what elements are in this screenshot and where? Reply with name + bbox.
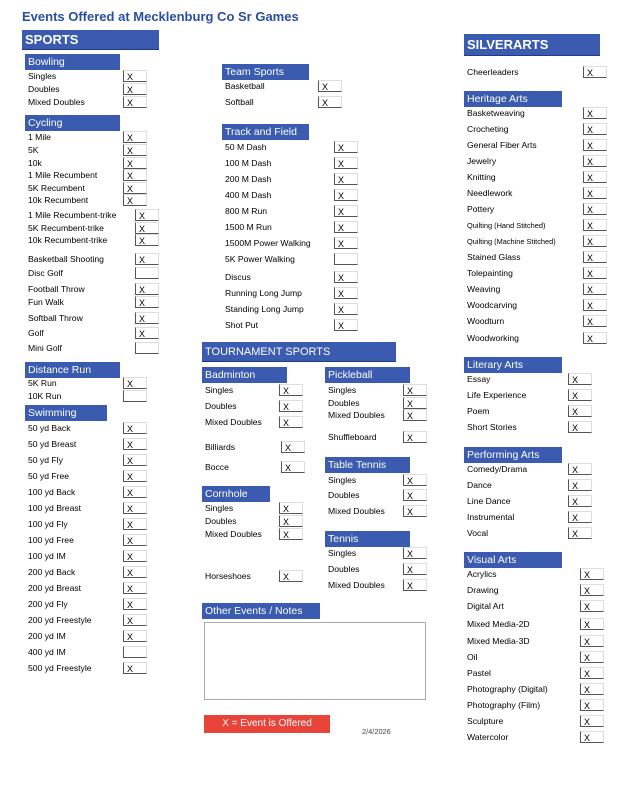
section-header-literary-arts: Literary Arts [464, 357, 562, 373]
event-label: Line Dance [467, 496, 511, 506]
event-checkbox[interactable]: X [583, 219, 607, 231]
section-header-track-and-field: Track and Field [222, 124, 309, 140]
event-label: 10K Run [28, 391, 62, 401]
event-label: 10k [28, 158, 42, 168]
event-label: Needlework [467, 188, 513, 198]
event-checkbox[interactable]: X [580, 699, 604, 711]
event-label: Essay [467, 374, 491, 384]
event-checkbox[interactable]: X [583, 235, 607, 247]
page-title: Events Offered at Mecklenburg Co Sr Games [22, 9, 299, 24]
event-checkbox[interactable]: X [568, 405, 592, 417]
section-header-swimming: Swimming [25, 405, 107, 421]
event-label: Doubles [328, 398, 360, 408]
section-header-bowling: Bowling [25, 54, 120, 70]
event-label: Basketball [225, 81, 265, 91]
event-label: Mixed Doubles [328, 580, 385, 590]
event-label: Poem [467, 406, 490, 416]
event-checkbox[interactable]: X [123, 96, 147, 108]
event-label: 5K Run [28, 378, 57, 388]
event-label: Stained Glass [467, 252, 521, 262]
event-checkbox[interactable]: X [123, 662, 147, 674]
event-checkbox[interactable]: X [123, 377, 147, 389]
event-label: 400 yd IM [28, 647, 66, 657]
event-label: Vocal [467, 528, 489, 538]
event-checkbox[interactable]: X [123, 566, 147, 578]
event-label: Life Experience [467, 390, 527, 400]
event-label: Drawing [467, 585, 499, 595]
event-label: 10k Recumbent-trike [28, 235, 108, 245]
event-label: 5K Recumbent [28, 183, 85, 193]
event-checkbox[interactable]: X [583, 203, 607, 215]
event-checkbox[interactable]: X [123, 131, 147, 143]
event-label: 100 yd Fly [28, 519, 68, 529]
event-checkbox[interactable]: X [135, 283, 159, 295]
event-label: 50 yd Free [28, 471, 70, 481]
event-label: Doubles [205, 401, 237, 411]
event-checkbox[interactable]: X [580, 584, 604, 596]
event-checkbox[interactable]: X [123, 486, 147, 498]
event-label: Mixed Doubles [28, 97, 85, 107]
section-header-table-tennis: Table Tennis [325, 457, 410, 473]
event-label: 50 yd Back [28, 423, 71, 433]
event-label: 50 yd Breast [28, 439, 77, 449]
event-checkbox[interactable]: X [279, 570, 303, 582]
event-label: Singles [205, 503, 234, 513]
event-label: Mixed Media-3D [467, 636, 530, 646]
tournament-sports-header: TOURNAMENT SPORTS [202, 342, 396, 362]
event-checkbox[interactable]: X [123, 470, 147, 482]
event-label: Running Long Jump [225, 288, 302, 298]
event-label: Singles [328, 475, 357, 485]
section-header-badminton: Badminton [202, 367, 287, 383]
event-checkbox[interactable]: X [135, 296, 159, 308]
section-header-performing-arts: Performing Arts [464, 447, 562, 463]
notes-header: Other Events / Notes [202, 603, 320, 619]
event-checkbox[interactable]: X [123, 582, 147, 594]
event-label: Shot Put [225, 320, 258, 330]
event-label: 1 Mile Recumbent-trike [28, 210, 117, 220]
event-checkbox[interactable]: X [135, 222, 159, 234]
event-label: 5K Power Walking [225, 254, 295, 264]
event-label: 200 yd Freestyle [28, 615, 92, 625]
event-checkbox[interactable]: X [403, 547, 427, 559]
event-label: 1500 M Run [225, 222, 272, 232]
event-checkbox[interactable]: X [403, 409, 427, 421]
legend-badge: X = Event is Offered [204, 715, 330, 733]
event-checkbox[interactable]: X [580, 731, 604, 743]
event-checkbox[interactable]: X [123, 534, 147, 546]
event-checkbox[interactable]: X [123, 70, 147, 82]
event-label: 1500M Power Walking [225, 238, 311, 248]
event-label: 100 yd Back [28, 487, 76, 497]
event-label: Doubles [328, 490, 360, 500]
event-label: Mixed Doubles [205, 417, 262, 427]
event-label: Short Stories [467, 422, 517, 432]
event-label: Basketweaving [467, 108, 525, 118]
event-label: Mini Golf [28, 343, 62, 353]
event-checkbox[interactable]: X [403, 505, 427, 517]
event-checkbox[interactable]: X [403, 489, 427, 501]
event-checkbox[interactable] [135, 267, 159, 279]
event-checkbox[interactable]: X [123, 598, 147, 610]
event-label: Dance [467, 480, 492, 490]
event-label: Pottery [467, 204, 495, 214]
section-header-tennis: Tennis [325, 531, 410, 547]
event-checkbox[interactable]: X [580, 715, 604, 727]
event-checkbox[interactable]: X [123, 630, 147, 642]
event-label: Singles [205, 385, 234, 395]
event-label: Digital Art [467, 601, 504, 611]
event-checkbox[interactable]: X [583, 315, 607, 327]
event-checkbox[interactable]: X [580, 651, 604, 663]
event-checkbox[interactable]: X [334, 141, 358, 153]
event-label: 5K Recumbent-trike [28, 223, 104, 233]
section-header-cornhole: Cornhole [202, 486, 270, 502]
event-label: Quilting (Machine Stitched) [467, 237, 556, 246]
event-checkbox[interactable]: X [123, 83, 147, 95]
event-checkbox[interactable]: X [583, 66, 607, 78]
event-checkbox[interactable]: X [135, 253, 159, 265]
event-checkbox[interactable]: X [580, 618, 604, 630]
event-checkbox[interactable]: X [568, 463, 592, 475]
silverarts-header: SILVERARTS [464, 34, 600, 56]
event-label: 50 yd Fly [28, 455, 63, 465]
event-checkbox[interactable]: X [334, 319, 358, 331]
event-label: Crocheting [467, 124, 509, 134]
event-label: Pastel [467, 668, 491, 678]
event-checkbox[interactable]: X [334, 271, 358, 283]
event-checkbox[interactable]: X [583, 171, 607, 183]
section-header-cycling: Cycling [25, 115, 120, 131]
event-label: Jewelry [467, 156, 497, 166]
event-checkbox[interactable]: X [568, 389, 592, 401]
event-label: Mixed Doubles [328, 506, 385, 516]
event-label: Mixed Doubles [328, 410, 385, 420]
event-checkbox[interactable] [334, 253, 358, 265]
event-label: Tolepainting [467, 268, 513, 278]
event-label: 10k Recumbent [28, 195, 89, 205]
section-header-team-sports: Team Sports [222, 64, 309, 80]
event-label: Singles [28, 71, 57, 81]
event-checkbox[interactable]: X [279, 384, 303, 396]
event-checkbox[interactable]: X [583, 332, 607, 344]
event-checkbox[interactable]: X [123, 518, 147, 530]
event-label: Fun Walk [28, 297, 64, 307]
event-checkbox[interactable]: X [279, 515, 303, 527]
event-checkbox[interactable]: X [334, 303, 358, 315]
event-label: 100 yd Breast [28, 503, 82, 513]
event-checkbox[interactable]: X [123, 550, 147, 562]
event-checkbox[interactable]: X [279, 400, 303, 412]
event-checkbox[interactable]: X [403, 431, 427, 443]
section-header-distance-run: Distance Run [25, 362, 120, 378]
event-label: Softball [225, 97, 254, 107]
event-label: 100 yd Free [28, 535, 74, 545]
event-label: Watercolor [467, 732, 509, 742]
event-checkbox[interactable]: X [123, 157, 147, 169]
event-label: 200 yd IM [28, 631, 66, 641]
event-checkbox[interactable]: X [123, 454, 147, 466]
event-checkbox[interactable]: X [403, 579, 427, 591]
section-header-heritage-arts: Heritage Arts [464, 91, 562, 107]
event-checkbox[interactable]: X [568, 479, 592, 491]
event-label: Bocce [205, 462, 229, 472]
event-checkbox[interactable]: X [583, 123, 607, 135]
event-checkbox[interactable]: X [123, 194, 147, 206]
event-checkbox[interactable] [123, 390, 147, 402]
event-checkbox[interactable]: X [583, 283, 607, 295]
event-checkbox[interactable]: X [334, 157, 358, 169]
event-label: Mixed Media-2D [467, 619, 530, 629]
event-checkbox[interactable]: X [568, 421, 592, 433]
event-label: Quilting (Hand Stitched) [467, 221, 546, 230]
event-checkbox[interactable]: X [123, 144, 147, 156]
event-checkbox[interactable]: X [318, 80, 342, 92]
event-label: Photography (Film) [467, 700, 541, 710]
event-label: Golf [28, 328, 44, 338]
event-checkbox[interactable]: X [281, 441, 305, 453]
event-checkbox[interactable]: X [318, 96, 342, 108]
event-label: Mixed Doubles [205, 529, 262, 539]
event-label: Standing Long Jump [225, 304, 304, 314]
event-label: Shuffleboard [328, 432, 377, 442]
event-checkbox[interactable]: X [403, 563, 427, 575]
event-checkbox[interactable]: X [583, 267, 607, 279]
event-checkbox[interactable] [135, 342, 159, 354]
event-label: Knitting [467, 172, 496, 182]
event-label: 500 yd Freestyle [28, 663, 92, 673]
event-label: 400 M Dash [225, 190, 272, 200]
event-checkbox[interactable]: X [583, 139, 607, 151]
event-label: 5K [28, 145, 39, 155]
event-checkbox[interactable]: X [334, 189, 358, 201]
event-label: Basketball Shooting [28, 254, 104, 264]
event-checkbox[interactable]: X [281, 461, 305, 473]
event-label: 800 M Run [225, 206, 268, 216]
event-label: 1 Mile Recumbent [28, 170, 98, 180]
event-checkbox[interactable]: X [568, 373, 592, 385]
event-checkbox[interactable]: X [568, 495, 592, 507]
event-checkbox[interactable]: X [123, 502, 147, 514]
event-checkbox[interactable]: X [583, 299, 607, 311]
event-label: Discus [225, 272, 251, 282]
event-checkbox[interactable]: X [568, 511, 592, 523]
event-label: Football Throw [28, 284, 85, 294]
event-label: 100 M Dash [225, 158, 272, 168]
event-label: 200 yd Fly [28, 599, 68, 609]
event-checkbox[interactable]: X [279, 416, 303, 428]
event-label: Sculpture [467, 716, 504, 726]
event-checkbox[interactable]: X [583, 155, 607, 167]
section-header-visual-arts: Visual Arts [464, 552, 562, 568]
event-label: Billiards [205, 442, 236, 452]
event-label: Doubles [28, 84, 60, 94]
event-checkbox[interactable]: X [583, 187, 607, 199]
event-checkbox[interactable]: X [123, 169, 147, 181]
event-label: 50 M Dash [225, 142, 267, 152]
event-checkbox[interactable]: X [135, 312, 159, 324]
event-label: 1 Mile [28, 132, 51, 142]
event-checkbox[interactable]: X [580, 568, 604, 580]
event-checkbox[interactable]: X [403, 474, 427, 486]
event-checkbox[interactable]: X [123, 438, 147, 450]
event-label: Singles [328, 385, 357, 395]
event-checkbox[interactable]: X [580, 683, 604, 695]
event-checkbox[interactable]: X [334, 237, 358, 249]
event-checkbox[interactable]: X [580, 635, 604, 647]
event-label: Acrylics [467, 569, 497, 579]
event-checkbox[interactable]: X [279, 528, 303, 540]
event-label: Doubles [328, 564, 360, 574]
event-checkbox[interactable]: X [583, 107, 607, 119]
event-label: Softball Throw [28, 313, 83, 323]
event-label: Oil [467, 652, 478, 662]
event-checkbox[interactable]: X [334, 221, 358, 233]
event-checkbox[interactable]: X [334, 287, 358, 299]
event-label: Horseshoes [205, 571, 251, 581]
event-checkbox[interactable]: X [580, 667, 604, 679]
event-label: 200 yd Back [28, 567, 76, 577]
event-checkbox[interactable]: X [580, 600, 604, 612]
event-label: Woodturn [467, 316, 505, 326]
event-label: Woodcarving [467, 300, 517, 310]
event-checkbox[interactable]: X [135, 209, 159, 221]
section-header-pickleball: Pickleball [325, 367, 410, 383]
event-checkbox[interactable]: X [568, 527, 592, 539]
event-label: General Fiber Arts [467, 140, 537, 150]
event-checkbox[interactable]: X [334, 173, 358, 185]
event-label: 200 yd Breast [28, 583, 82, 593]
event-label: Weaving [467, 284, 501, 294]
event-label: Disc Golf [28, 268, 63, 278]
event-checkbox[interactable]: X [123, 182, 147, 194]
event-label: Photography (Digital) [467, 684, 548, 694]
event-checkbox[interactable]: X [334, 205, 358, 217]
event-checkbox[interactable]: X [583, 251, 607, 263]
notes-field[interactable] [204, 622, 426, 700]
event-checkbox[interactable]: X [135, 234, 159, 246]
event-label: Comedy/Drama [467, 464, 528, 474]
event-checkbox[interactable] [123, 646, 147, 658]
event-checkbox[interactable]: X [279, 502, 303, 514]
event-checkbox[interactable]: X [123, 422, 147, 434]
event-checkbox[interactable]: X [123, 614, 147, 626]
event-checkbox[interactable]: X [135, 327, 159, 339]
document-date: 2/4/2026 [362, 727, 391, 736]
event-label: 200 M Dash [225, 174, 272, 184]
event-label: Singles [328, 548, 357, 558]
event-label: Woodworking [467, 333, 519, 343]
event-checkbox[interactable]: X [403, 384, 427, 396]
event-label: Instrumental [467, 512, 515, 522]
event-label: Cheerleaders [467, 67, 519, 77]
event-label: 100 yd IM [28, 551, 66, 561]
event-checkbox[interactable]: X [403, 397, 427, 409]
sports-header: SPORTS [22, 30, 159, 50]
event-label: Doubles [205, 516, 237, 526]
